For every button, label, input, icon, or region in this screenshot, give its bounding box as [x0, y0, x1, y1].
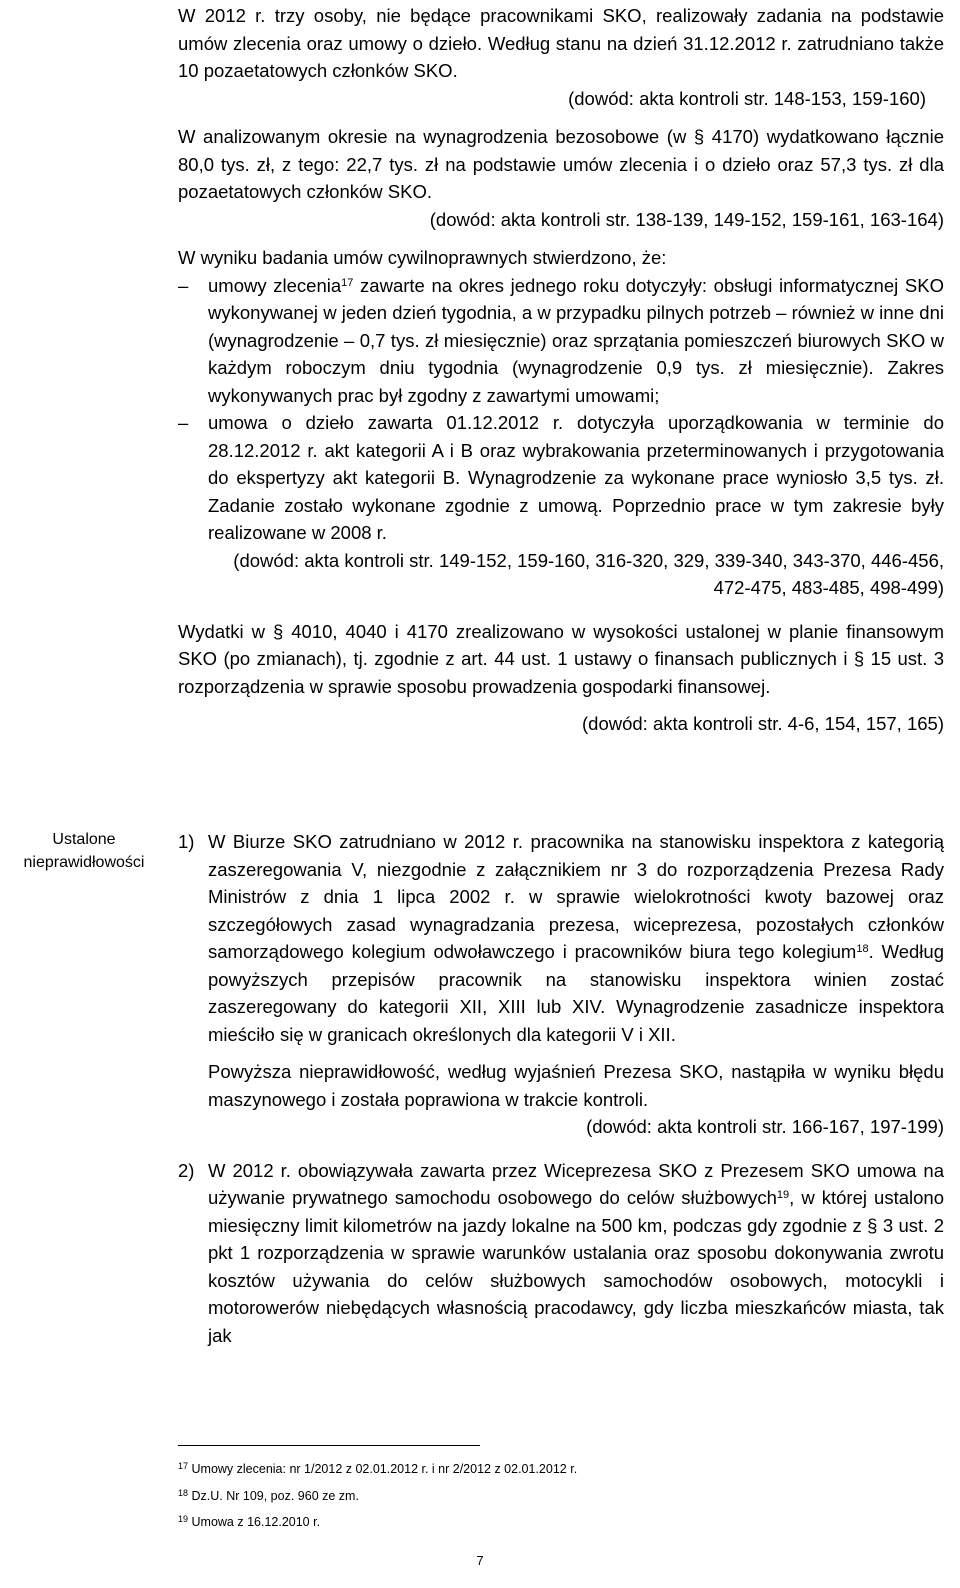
footnote-19	[178, 1514, 320, 1530]
side-label	[0, 828, 168, 874]
contract-text-cont: zawarte na okres jednego roku dotyczyły: obsługi informatycznej SKO wykonywanej w jeden dzień tygodnia, a w przypadku pilnych potrzeb – również w inne dni (wynagrodzenie – 0,7 tys. zł miesięcznie) oraz sprzątania pomieszczeń biurowych SKO w każdym roboczym dniu tygodnia (wynagrodzenie 0,9 tys. zł miesięcznie). Zakres wykonywanych prac był zgodny z zawartymi umowami;	[208, 274, 944, 406]
footnote-number: 17	[178, 1461, 189, 1471]
footnote-ref-17: 17	[341, 276, 354, 289]
summary-paragraph: Wydatki w § 4010, 4040 i 4170 zrealizowano w wysokości ustalonej w planie finansowym SKO (po zmianach), tj. zgodnie z art. 44 ust. 1 ustawy o finansach publicznych i § 15 ust. 3 rozporządzenia w sprawie sposobu prowadzenia gospodarki finansowej.	[178, 620, 944, 697]
contract-list-item	[178, 272, 944, 410]
finding-text: W 2012 r. obowiązywała zawarta przez Wiceprezesa SKO z Prezesem SKO umowa na używanie prywatnego samochodu osobowego do celów służbowych	[208, 1159, 944, 1208]
evidence-note-4: (dowód: akta kontroli str. 4-6, 154, 157, 165)	[582, 713, 944, 734]
side-label-line-2: nieprawidłowości	[23, 854, 145, 871]
footnote-number: 19	[178, 1514, 189, 1524]
evidence-note-3: (dowód: akta kontroli str. 149-152, 159-160, 316-320, 329, 339-340, 343-370, 446-456, 472-475, 483-485, 498-499)	[233, 549, 944, 598]
dash-bullet: –	[178, 274, 189, 296]
finding-explanation: Powyższa nieprawidłowość, według wyjaśnień Prezesa SKO, nastąpiła w wyniku błędu maszynowego i została poprawiona w trakcie kontroli.	[208, 1061, 944, 1110]
finding-item-1	[178, 828, 944, 1048]
footnote-ref-19: 19	[776, 1189, 790, 1201]
findings-block	[178, 828, 944, 1349]
footnote-text: Umowa z 16.12.2010 r.	[191, 1515, 321, 1529]
intro-paragraph-1: W 2012 r. trzy osoby, nie będące pracownikami SKO, realizowały zadania na podstawie umów zlecenia oraz umowy o dzieło. Według stanu na dzień 31.12.2012 r. zatrudniano także 10 pozaetatowych członków SKO.	[178, 5, 944, 81]
side-label-line-1: Ustalone	[52, 831, 116, 848]
finding-text: W Biurze SKO zatrudniano w 2012 r. pracownika na stanowisku inspektora z kategorią zaszeregowania V, niezgodnie z załącznikiem nr 3 do rozporządzenia Prezesa Rady Ministrów z dnia 1 lipca 2002 r. w sprawie wielokrotności kwoty bazowej oraz szczegółowych zasad wynagradzania prezesa, wiceprezesa, pozostałych członków samorządowego kolegium odwoławczego i pracowników biura tego kolegium	[208, 831, 944, 962]
page-number: 7	[476, 1553, 484, 1568]
evidence-note-2: (dowód: akta kontroli str. 138-139, 149-152, 159-161, 163-164)	[429, 208, 944, 230]
footnote-separator	[178, 1445, 480, 1446]
dash-bullet: –	[178, 412, 189, 433]
footnote-ref-18: 18	[856, 943, 869, 955]
intro-paragraph-2: W analizowanym okresie na wynagrodzenia bezosobowe (w § 4170) wydatkowano łącznie 80,0 tys. zł, z tego: 22,7 tys. zł na podstawie umów zlecenia i o dzieło oraz 57,3 tys. zł dla pozaetatowych członków SKO.	[178, 126, 944, 202]
intro-block	[178, 2, 944, 738]
contract-list-item	[178, 409, 944, 547]
finding-item-2	[178, 1157, 944, 1350]
footnote-text: Umowy zlecenia: nr 1/2012 z 02.01.2012 r. i nr 2/2012 z 02.01.2012 r.	[191, 1462, 578, 1476]
finding-number: 2)	[178, 1159, 195, 1181]
intro-paragraph-3: W wyniku badania umów cywilnoprawnych stwierdzono, że:	[178, 247, 667, 268]
contract-text: umowy zlecenia	[208, 274, 342, 296]
footnote-text: Dz.U. Nr 109, poz. 960 ze zm.	[191, 1489, 359, 1503]
footnote-17	[178, 1461, 577, 1477]
evidence-note-5: (dowód: akta kontroli str. 166-167, 197-199)	[586, 1116, 944, 1137]
evidence-note-1: (dowód: akta kontroli str. 148-153, 159-160)	[568, 87, 926, 109]
finding-number: 1)	[178, 831, 195, 852]
footnote-number: 18	[178, 1488, 189, 1498]
footnote-18	[178, 1488, 359, 1504]
finding-text-cont: . Według powyższych przepisów pracownik na stanowisku inspektora winien zostać zaszeregowany do kategorii XII, XIII lub XIV. Wynagrodzenie zasadnicze inspektora mieściło się w granicach określonych dla kategorii V i XII.	[208, 941, 944, 1045]
contract-text: umowa o dzieło zawarta 01.12.2012 r. dotyczyła uporządkowania w terminie do 28.12.2012 r. akt kategorii A i B oraz wybrakowania przeterminowanych i przygotowania do ekspertyzy akt kategorii B. Wynagrodzenie za wykonane prace wyniosło 3,5 tys. zł. Zadanie zostało wykonane zgodnie z umową. Poprzednio prace w tym zakresie były realizowane w 2008 r.	[208, 412, 944, 543]
finding-text-cont: , w której ustalono miesięczny limit kilometrów na jazdy lokalne na 500 km, podczas gdy zgodnie z § 3 ust. 2 pkt 1 rozporządzenia w sprawie warunków ustalania oraz sposobu dokonywania zwrotu kosztów używania do celów służbowych samochodów osobowych, motocykli i motorowerów niebędących własnością pracodawcy, gdy liczba mieszkańców miasta, tak jak	[208, 1187, 944, 1346]
